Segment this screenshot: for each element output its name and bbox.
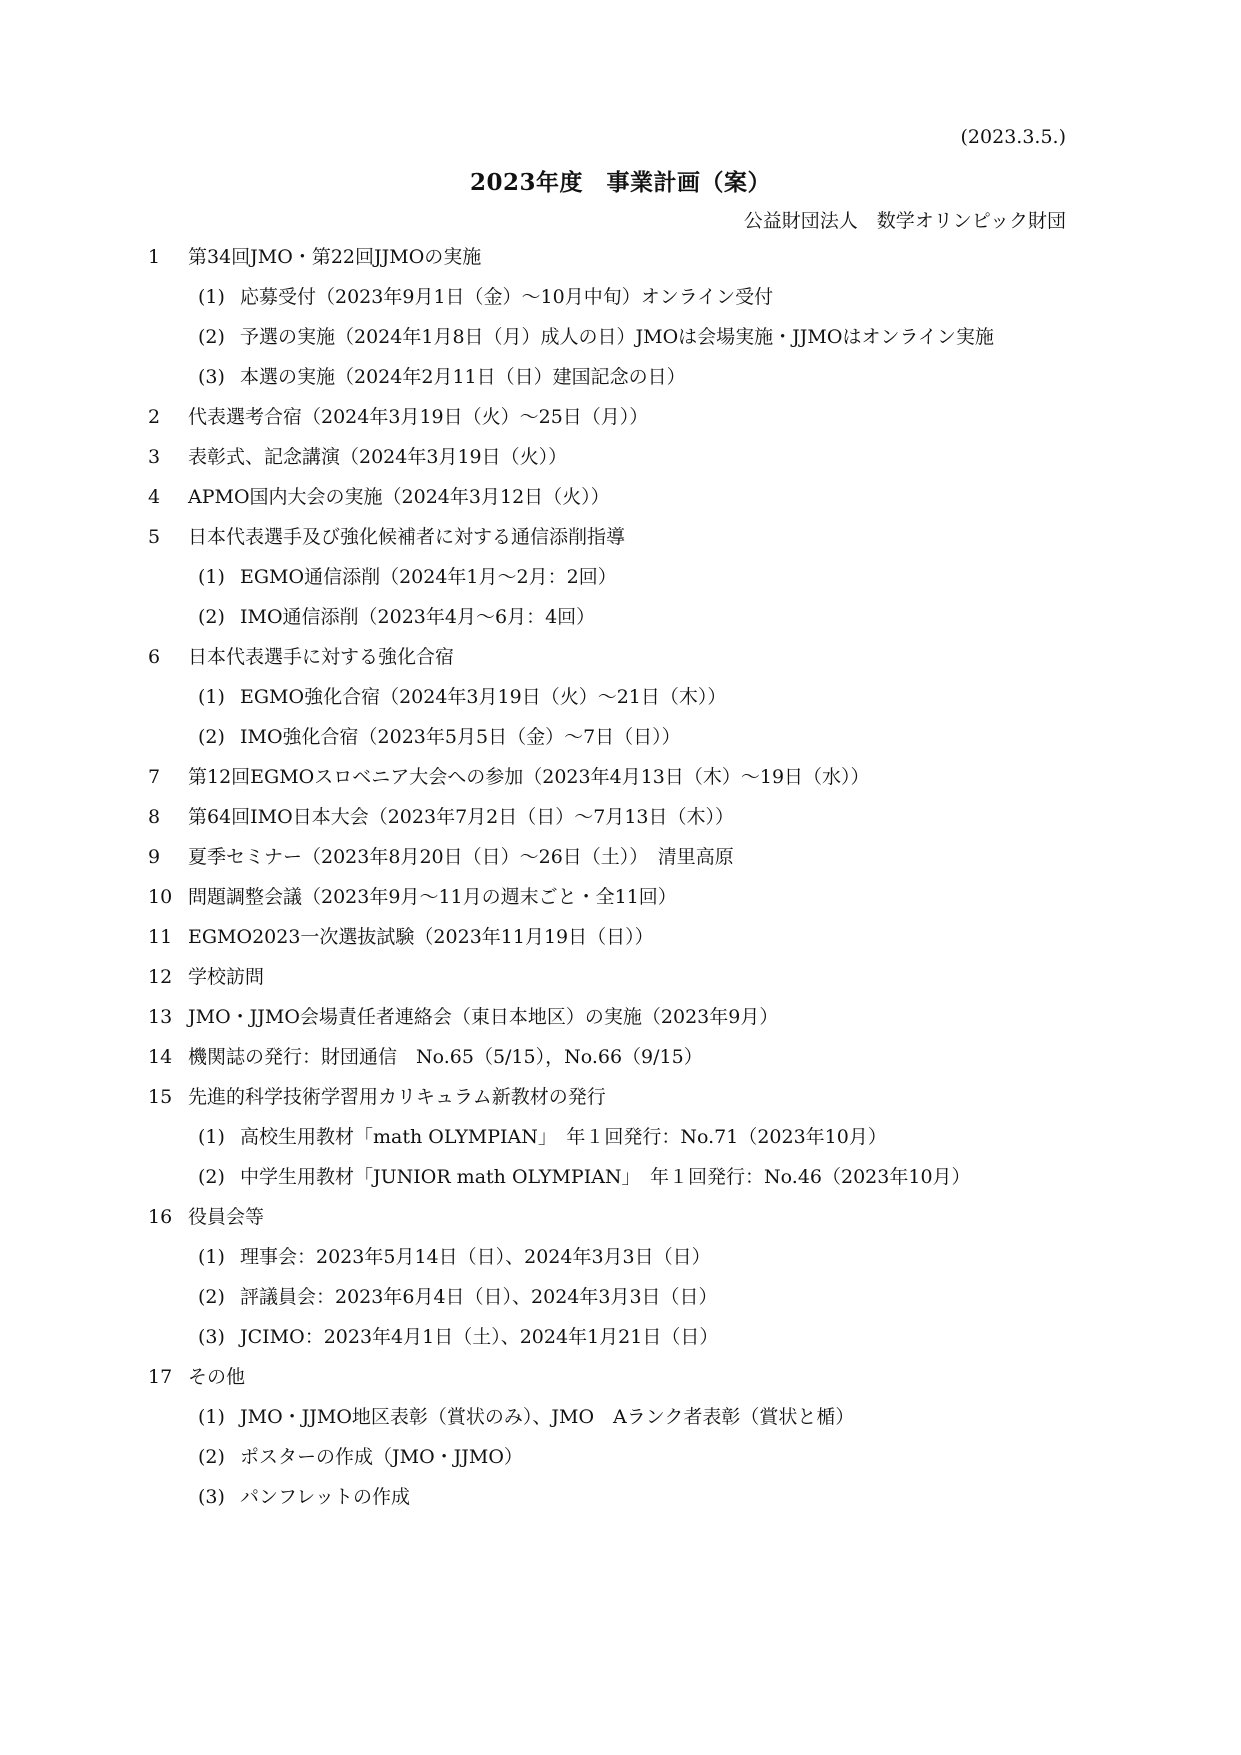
- plan-subitem: [148, 1162, 1098, 1202]
- plan-item-text: 役員会等: [188, 1206, 265, 1228]
- plan-subitem-number: (3): [198, 366, 225, 388]
- plan-subitem-number: (2): [198, 1446, 225, 1468]
- plan-subitem-text: 高校生用教材「math OLYMPIAN」 年１回発行：No.71（2023年10月）: [240, 1126, 887, 1148]
- plan-item: [148, 482, 1098, 522]
- plan-item: [148, 922, 1098, 962]
- plan-item-number: 17: [148, 1366, 173, 1388]
- plan-item-text: 学校訪問: [188, 966, 265, 988]
- plan-subitem-number: (1): [198, 286, 225, 308]
- plan-subitem-text: JMO・JJMO地区表彰（賞状のみ）、JMO Aランク者表彰（賞状と楯）: [240, 1406, 855, 1428]
- plan-item-number: 10: [148, 886, 173, 908]
- plan-subitem: [148, 722, 1098, 762]
- plan-subitem-text: 理事会：2023年5月14日（日）、2024年3月3日（日）: [240, 1246, 711, 1268]
- plan-subitem: [148, 682, 1098, 722]
- plan-subitem: [148, 1282, 1098, 1322]
- plan-item-number: 8: [148, 806, 161, 828]
- plan-subitem-text: 評議員会：2023年6月4日（日）、2024年3月3日（日）: [240, 1286, 718, 1308]
- plan-item-number: 12: [148, 966, 173, 988]
- plan-subitem: [148, 1122, 1098, 1162]
- plan-item-text: 第64回IMO日本大会（2023年7月2日（日）～7月13日（木））: [188, 806, 735, 828]
- plan-item-text: 夏季セミナー（2023年8月20日（日）～26日（土）） 清里高原: [188, 846, 734, 868]
- plan-subitem: [148, 362, 1098, 402]
- plan-subitem-number: (3): [198, 1326, 225, 1348]
- plan-item: [148, 762, 1098, 802]
- plan-item: [148, 642, 1098, 682]
- plan-subitem-text: IMO強化合宿（2023年5月5日（金）～7日（日））: [240, 726, 681, 748]
- plan-subitem-text: EGMO通信添削（2024年1月～2月：2回）: [240, 566, 617, 588]
- plan-item-list: [148, 242, 1098, 1522]
- plan-subitem-number: (2): [198, 726, 225, 748]
- plan-item-text: 先進的科学技術学習用カリキュラム新教材の発行: [188, 1086, 606, 1108]
- plan-subitem: [148, 1242, 1098, 1282]
- organization-name: 公益財団法人 数学オリンピック財団: [743, 210, 1066, 232]
- plan-subitem-number: (1): [198, 1406, 225, 1428]
- plan-item: [148, 522, 1098, 562]
- plan-subitem-text: JCIMO：2023年4月1日（土）、2024年1月21日（日）: [240, 1326, 719, 1348]
- plan-item-text: 日本代表選手及び強化候補者に対する通信添削指導: [188, 526, 626, 548]
- plan-item: [148, 962, 1098, 1002]
- plan-subitem-text: 予選の実施（2024年1月8日（月）成人の日）JMOは会場実施・JJMOはオンライン実施: [240, 326, 994, 348]
- plan-subitem-number: (2): [198, 1286, 225, 1308]
- plan-item-number: 7: [148, 766, 161, 788]
- plan-item: [148, 1042, 1098, 1082]
- plan-subitem: [148, 562, 1098, 602]
- plan-subitem-number: (2): [198, 1166, 225, 1188]
- plan-item: [148, 402, 1098, 442]
- plan-item: [148, 842, 1098, 882]
- plan-item-number: 9: [148, 846, 161, 868]
- plan-item: [148, 242, 1098, 282]
- plan-item: [148, 882, 1098, 922]
- plan-subitem-number: (1): [198, 686, 225, 708]
- plan-item-number: 6: [148, 646, 161, 668]
- plan-item-text: EGMO2023一次選抜試験（2023年11月19日（日））: [188, 926, 654, 948]
- plan-subitem-number: (1): [198, 566, 225, 588]
- plan-item-text: 第34回JMO・第22回JJMOの実施: [188, 246, 482, 268]
- plan-item-text: APMO国内大会の実施（2024年3月12日（火））: [188, 486, 610, 508]
- plan-item-number: 14: [148, 1046, 173, 1068]
- plan-item-number: 15: [148, 1086, 173, 1108]
- plan-subitem-text: EGMO強化合宿（2024年3月19日（火）～21日（木））: [240, 686, 727, 708]
- plan-subitem: [148, 602, 1098, 642]
- plan-subitem: [148, 322, 1098, 362]
- plan-item-text: 日本代表選手に対する強化合宿: [188, 646, 455, 668]
- plan-item-text: 表彰式、記念講演（2024年3月19日（火））: [188, 446, 568, 468]
- plan-item: [148, 1002, 1098, 1042]
- plan-subitem-number: (3): [198, 1486, 225, 1508]
- plan-subitem-text: ポスターの作成（JMO・JJMO）: [240, 1446, 523, 1468]
- plan-subitem-text: 中学生用教材「JUNIOR math OLYMPIAN」 年１回発行：No.46（2023年10月）: [240, 1166, 971, 1188]
- plan-subitem-text: 本選の実施（2024年2月11日（日）建国記念の日）: [240, 366, 686, 388]
- plan-item-number: 3: [148, 446, 161, 468]
- plan-subitem: [148, 1322, 1098, 1362]
- plan-item-text: 代表選考合宿（2024年3月19日（火）～25日（月））: [188, 406, 649, 428]
- plan-subitem: [148, 1402, 1098, 1442]
- plan-item: [148, 1082, 1098, 1122]
- plan-item-number: 11: [148, 926, 173, 948]
- page-title: 2023年度 事業計画（案）: [469, 169, 771, 196]
- plan-subitem: [148, 1442, 1098, 1482]
- plan-subitem-number: (1): [198, 1246, 225, 1268]
- plan-subitem-number: (1): [198, 1126, 225, 1148]
- plan-subitem-text: パンフレットの作成: [240, 1486, 411, 1508]
- plan-item-number: 13: [148, 1006, 173, 1028]
- plan-item: [148, 1202, 1098, 1242]
- plan-item-text: 問題調整会議（2023年9月～11月の週末ごと・全11回）: [188, 886, 677, 908]
- document-date: (2023.3.5.): [960, 126, 1066, 148]
- plan-item: [148, 442, 1098, 482]
- plan-subitem: [148, 1482, 1098, 1522]
- plan-subitem-text: IMO通信添削（2023年4月～6月：4回）: [240, 606, 596, 628]
- plan-item-number: 5: [148, 526, 161, 548]
- plan-subitem-number: (2): [198, 606, 225, 628]
- plan-item-text: その他: [188, 1366, 246, 1388]
- plan-item: [148, 1362, 1098, 1402]
- plan-item-number: 16: [148, 1206, 173, 1228]
- plan-item-number: 2: [148, 406, 161, 428]
- plan-item-text: JMO・JJMO会場責任者連絡会（東日本地区）の実施（2023年9月）: [188, 1006, 779, 1028]
- plan-subitem-number: (2): [198, 326, 225, 348]
- plan-item-text: 第12回EGMOスロベニア大会への参加（2023年4月13日（木）～19日（水））: [188, 766, 870, 788]
- plan-item-text: 機関誌の発行：財団通信 No.65（5/15），No.66（9/15）: [188, 1046, 703, 1068]
- plan-item: [148, 802, 1098, 842]
- plan-item-number: 1: [148, 246, 161, 268]
- plan-item-number: 4: [148, 486, 161, 508]
- plan-subitem-text: 応募受付（2023年9月1日（金）～10月中旬）オンライン受付: [240, 286, 774, 308]
- plan-subitem: [148, 282, 1098, 322]
